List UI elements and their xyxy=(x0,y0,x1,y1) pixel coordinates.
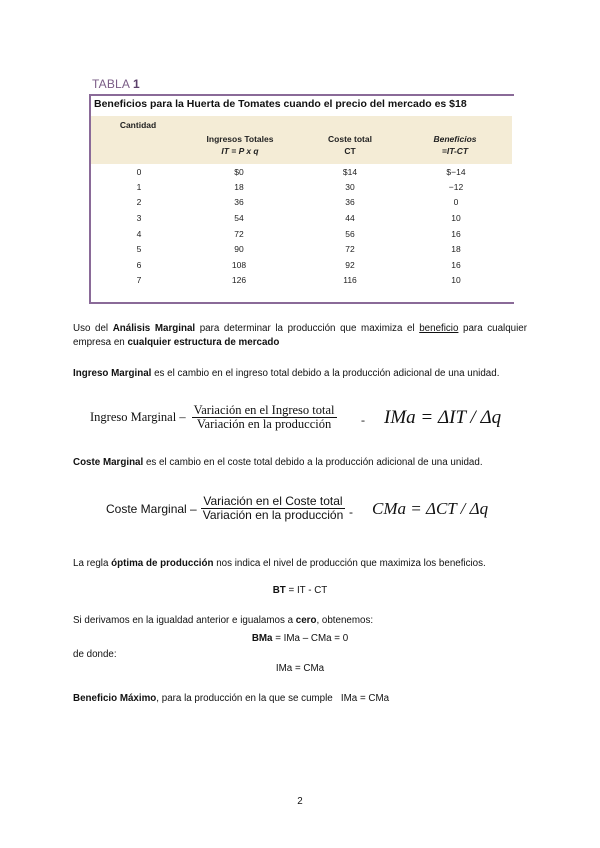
cell-it: 108 xyxy=(231,260,247,270)
de-donde-text: de donde: xyxy=(73,649,117,660)
cell-ct: 56 xyxy=(345,229,355,239)
cell-it: 54 xyxy=(234,213,244,223)
max-benefit-paragraph: Beneficio Máximo, para la producción en la que se cumple IMa = CMa xyxy=(73,693,390,704)
formula-fraction: $\frac{\text{Variación en el Coste total}}{\text{Variación en la producción}}$ xyxy=(202,494,344,522)
page-number: 2 xyxy=(297,796,303,807)
cell-b: $−14 xyxy=(446,167,466,177)
marginal-cost-paragraph: Coste Marginal es el cambio en el coste total debido a la producción adicional de una unidad. xyxy=(73,457,483,468)
equation-bt: BT = IT - CT xyxy=(272,585,328,596)
cell-q: 4 xyxy=(136,229,142,239)
optimal-rule-paragraph: La regla óptima de producción nos indica el nivel de producción que maximiza los beneficios. xyxy=(73,558,486,569)
cell-b: −12 xyxy=(448,182,464,192)
marginal-cost-formula xyxy=(106,495,345,522)
cell-b: 10 xyxy=(451,275,461,285)
cell-b: 0 xyxy=(453,197,459,207)
cell-ct: $14 xyxy=(342,167,358,177)
cell-it: 36 xyxy=(234,197,244,207)
cell-it: 72 xyxy=(234,229,244,239)
formula-fraction: $\frac{\text{Variación en el Ingreso total}}{\text{Variación en la producción}}$ xyxy=(193,403,335,431)
cell-ct: 30 xyxy=(345,182,355,192)
intro-paragraph: Uso del Análisis Marginal para determinar la producción que maximiza el beneficio para cualquier empresa en cualquier estructura de mercado xyxy=(73,323,527,348)
header-revenue: Ingresos Totales IT = P x q xyxy=(206,134,274,156)
cell-b: 18 xyxy=(451,244,461,254)
cell-q: 5 xyxy=(136,244,142,254)
equation-bma: BMa = IMa – CMa = 0 xyxy=(251,633,349,644)
cell-b: 16 xyxy=(451,229,461,239)
cell-q: 7 xyxy=(136,275,142,285)
cell-it: 126 xyxy=(231,275,247,285)
table-label: TABLA 1 xyxy=(92,77,140,91)
derive-paragraph: Si derivamos en la igualdad anterior e igualamos a cero, obtenemos: xyxy=(73,615,374,626)
cell-ct: 72 xyxy=(345,244,355,254)
cell-q: 6 xyxy=(136,260,142,270)
formula-dash: - xyxy=(349,505,353,519)
cell-b: 16 xyxy=(451,260,461,270)
header-profit: Beneficios =IT-CT xyxy=(433,134,477,156)
cell-ct: 92 xyxy=(345,260,355,270)
cell-ct: 116 xyxy=(343,275,357,285)
header-quantity: Cantidad xyxy=(119,120,157,130)
header-cost: Coste total CT xyxy=(328,134,372,156)
cell-q: 3 xyxy=(136,213,142,223)
marginal-cost-symbolic: CMa = ΔCT / Δq xyxy=(372,499,489,518)
cell-ct: 36 xyxy=(345,197,355,207)
cell-q: 1 xyxy=(136,182,142,192)
cell-it: $0 xyxy=(234,167,244,177)
equation-ima-cma: IMa = CMa xyxy=(275,663,325,674)
marginal-revenue-paragraph: Ingreso Marginal es el cambio en el ingreso total debido a la producción adicional de una unidad. xyxy=(73,368,500,379)
cell-q: 0 xyxy=(136,167,142,177)
marginal-revenue-formula xyxy=(90,404,337,431)
table-title: Beneficios para la Huerta de Tomates cuando el precio del mercado es $18 xyxy=(94,98,467,110)
cell-it: 18 xyxy=(234,182,244,192)
cell-ct: 44 xyxy=(345,213,355,223)
cell-b: 10 xyxy=(451,213,461,223)
formula-label: Coste Marginal – xyxy=(106,501,197,516)
formula-dash: - xyxy=(361,413,365,427)
marginal-revenue-symbolic: IMa = ΔIT / Δq xyxy=(384,407,502,428)
cell-it: 90 xyxy=(234,244,244,254)
formula-label: Ingreso Marginal – xyxy=(90,410,186,424)
cell-q: 2 xyxy=(136,197,142,207)
